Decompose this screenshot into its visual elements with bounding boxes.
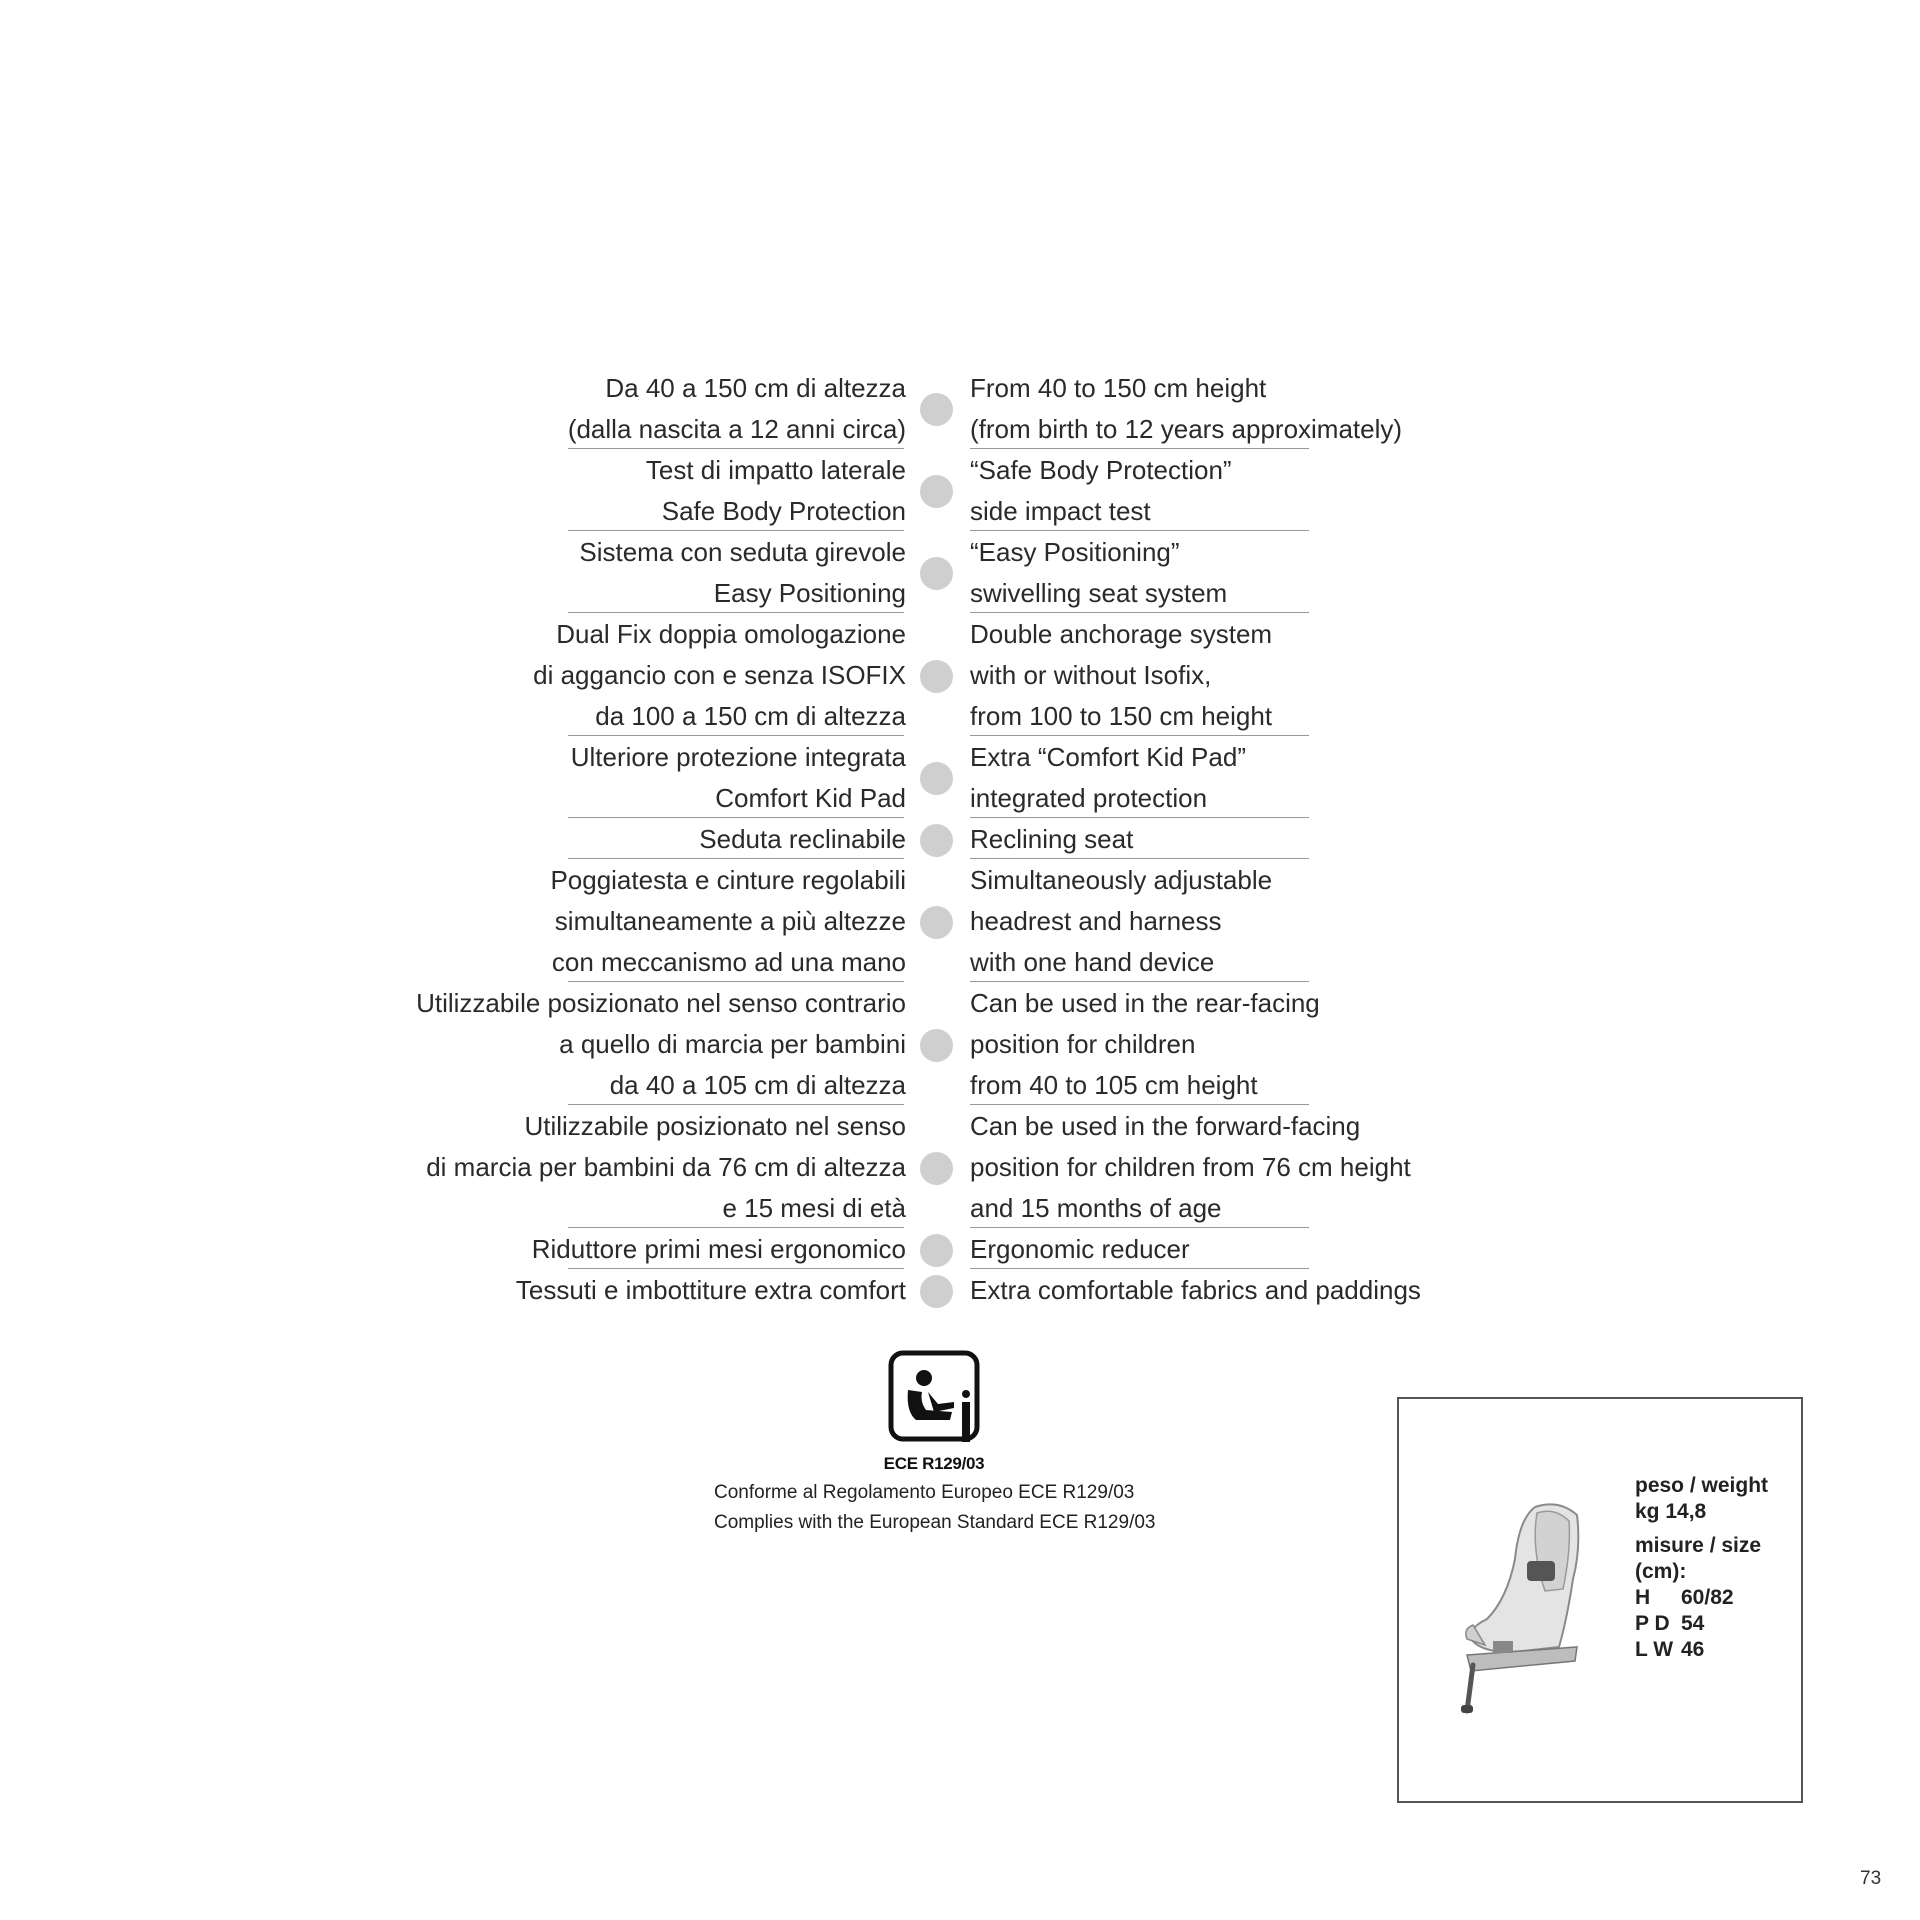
- bullet-dot-icon: [920, 1029, 953, 1062]
- bullet-dot-icon: [920, 1234, 953, 1267]
- feature-line-it: Ulteriore protezione integrata: [570, 742, 906, 772]
- feature-text-en: [970, 1270, 1670, 1311]
- divider: [568, 530, 904, 531]
- dimension-value: 54: [1681, 1612, 1705, 1635]
- feature-line-it: (dalla nascita a 12 anni circa): [567, 414, 906, 444]
- weight-label: peso / weight: [1635, 1474, 1769, 1497]
- feature-line-it: Test di impatto laterale: [645, 455, 906, 485]
- feature-row: [0, 983, 1920, 1106]
- dimension-row-height: [1635, 1585, 1795, 1611]
- dimension-value: 60/82: [1681, 1586, 1734, 1609]
- feature-line-en: From 40 to 150 cm height: [970, 373, 1267, 403]
- feature-line-it: Tessuti e imbottiture extra comfort: [515, 1275, 906, 1305]
- divider: [568, 858, 904, 859]
- feature-line-it: da 40 a 105 cm di altezza: [609, 1070, 906, 1100]
- spec-text: [1635, 1473, 1795, 1663]
- divider: [568, 1268, 904, 1269]
- bullet-dot-icon: [920, 557, 953, 590]
- divider: [970, 1227, 1309, 1228]
- divider: [970, 448, 1309, 449]
- feature-text-it: [206, 983, 906, 1106]
- page-number: 73: [1860, 1868, 1882, 1889]
- dimension-key: H: [1635, 1586, 1651, 1609]
- bullet-dot-icon: [920, 1152, 953, 1185]
- bullet-dot-icon: [920, 660, 953, 693]
- dimension-value: 46: [1681, 1638, 1705, 1661]
- bullet-dot-icon: [920, 393, 953, 426]
- feature-line-en: from 100 to 150 cm height: [970, 701, 1273, 731]
- feature-line-en: swivelling seat system: [970, 578, 1228, 608]
- divider: [568, 817, 904, 818]
- divider: [970, 612, 1309, 613]
- feature-line-it: Utilizzabile posizionato nel senso: [524, 1111, 906, 1141]
- feature-row: [0, 860, 1920, 983]
- feature-line-it: e 15 mesi di età: [722, 1193, 906, 1223]
- feature-line-it: con meccanismo ad una mano: [551, 947, 906, 977]
- feature-text-it: [206, 1106, 906, 1229]
- feature-text-it: [206, 532, 906, 614]
- feature-text-it: [206, 737, 906, 819]
- divider: [568, 981, 904, 982]
- feature-line-it: di aggancio con e senza ISOFIX: [533, 660, 906, 690]
- feature-line-en: Reclining seat: [970, 824, 1134, 854]
- bullet-dot-icon: [920, 1275, 953, 1308]
- feature-line-it: Seduta reclinabile: [699, 824, 906, 854]
- divider: [970, 1104, 1309, 1105]
- feature-line-en: headrest and harness: [970, 906, 1222, 936]
- certification-code: ECE R129/03: [883, 1454, 985, 1473]
- feature-line-it: simultaneamente a più altezze: [554, 906, 906, 936]
- feature-line-en: “Safe Body Protection”: [970, 455, 1232, 485]
- feature-row: [0, 450, 1920, 532]
- feature-text-en: [970, 532, 1670, 614]
- feature-line-en: Double anchorage system: [970, 619, 1273, 649]
- dimension-row-depth: [1635, 1611, 1795, 1637]
- feature-line-en: “Easy Positioning”: [970, 537, 1180, 567]
- feature-line-en: position for children from 76 cm height: [970, 1152, 1411, 1182]
- divider: [568, 735, 904, 736]
- feature-text-en: [970, 1229, 1670, 1270]
- feature-line-it: Poggiatesta e cinture regolabili: [550, 865, 906, 895]
- feature-line-en: Ergonomic reducer: [970, 1234, 1190, 1264]
- weight-value: kg 14,8: [1635, 1500, 1707, 1523]
- feature-line-it: Da 40 a 150 cm di altezza: [605, 373, 906, 403]
- divider: [970, 1268, 1309, 1269]
- size-label: misure / size: [1635, 1534, 1762, 1557]
- feature-line-it: a quello di marcia per bambini: [559, 1029, 906, 1059]
- feature-line-it: da 100 a 150 cm di altezza: [595, 701, 906, 731]
- divider: [970, 981, 1309, 982]
- feature-row: [0, 1106, 1920, 1229]
- feature-text-en: [970, 450, 1670, 532]
- feature-line-en: with or without Isofix,: [970, 660, 1212, 690]
- feature-text-en: [970, 860, 1670, 983]
- divider: [568, 1104, 904, 1105]
- feature-line-en: with one hand device: [970, 947, 1215, 977]
- feature-text-it: [206, 368, 906, 450]
- divider: [970, 817, 1309, 818]
- feature-text-it: [206, 1229, 906, 1270]
- feature-line-en: from 40 to 105 cm height: [970, 1070, 1258, 1100]
- divider: [568, 1227, 904, 1228]
- feature-line-en: position for children: [970, 1029, 1196, 1059]
- divider: [970, 858, 1309, 859]
- feature-text-it: [206, 819, 906, 860]
- feature-line-it: Utilizzabile posizionato nel senso contrario: [416, 988, 906, 1018]
- feature-row: [0, 737, 1920, 819]
- isofix-seat-icon: [888, 1350, 980, 1446]
- feature-line-en: side impact test: [970, 496, 1151, 526]
- spec-box: [1397, 1397, 1803, 1803]
- feature-text-en: [970, 983, 1670, 1106]
- feature-text-en: [970, 1106, 1670, 1229]
- feature-text-it: [206, 1270, 906, 1311]
- feature-line-en: integrated protection: [970, 783, 1208, 813]
- feature-text-en: [970, 368, 1670, 450]
- feature-text-en: [970, 614, 1670, 737]
- bullet-dot-icon: [920, 824, 953, 857]
- feature-row: [0, 614, 1920, 737]
- feature-line-en: Extra “Comfort Kid Pad”: [970, 742, 1246, 772]
- feature-line-en: Simultaneously adjustable: [970, 865, 1273, 895]
- feature-line-en: (from birth to 12 years approximately): [970, 414, 1403, 444]
- feature-line-it: Dual Fix doppia omologazione: [556, 619, 906, 649]
- feature-line-it: Easy Positioning: [713, 578, 906, 608]
- divider: [568, 612, 904, 613]
- feature-line-it: Comfort Kid Pad: [715, 783, 906, 813]
- feature-line-en: Extra comfortable fabrics and paddings: [970, 1275, 1421, 1305]
- feature-text-it: [206, 614, 906, 737]
- car-seat-image: [1427, 1479, 1597, 1719]
- feature-line-it: di marcia per bambini da 76 cm di altezza: [426, 1152, 906, 1182]
- feature-line-it: Safe Body Protection: [661, 496, 906, 526]
- feature-text-en: [970, 819, 1670, 860]
- feature-row: [0, 368, 1920, 450]
- feature-text-en: [970, 737, 1670, 819]
- certification-text-it: Conforme al Regolamento Europeo ECE R129/03: [714, 1482, 1135, 1503]
- bullet-dot-icon: [920, 906, 953, 939]
- size-unit-label: (cm):: [1635, 1560, 1687, 1583]
- dimension-key: L W: [1635, 1638, 1674, 1661]
- feature-row: [0, 532, 1920, 614]
- feature-row: [0, 1229, 1920, 1270]
- feature-line-en: Can be used in the forward-facing: [970, 1111, 1361, 1141]
- feature-text-it: [206, 860, 906, 983]
- feature-text-it: [206, 450, 906, 532]
- divider: [568, 448, 904, 449]
- dimension-key: P D: [1635, 1612, 1670, 1635]
- dimension-row-width: [1635, 1637, 1795, 1663]
- feature-line-it: Sistema con seduta girevole: [579, 537, 906, 567]
- divider: [970, 530, 1309, 531]
- feature-line-en: Can be used in the rear-facing: [970, 988, 1320, 1018]
- certification-text-en: Complies with the European Standard ECE R129/03: [714, 1512, 1156, 1533]
- feature-line-en: and 15 months of age: [970, 1193, 1222, 1223]
- feature-line-it: Riduttore primi mesi ergonomico: [531, 1234, 906, 1264]
- bullet-dot-icon: [920, 762, 953, 795]
- feature-row: [0, 819, 1920, 860]
- bullet-dot-icon: [920, 475, 953, 508]
- feature-row: [0, 1270, 1920, 1311]
- divider: [970, 735, 1309, 736]
